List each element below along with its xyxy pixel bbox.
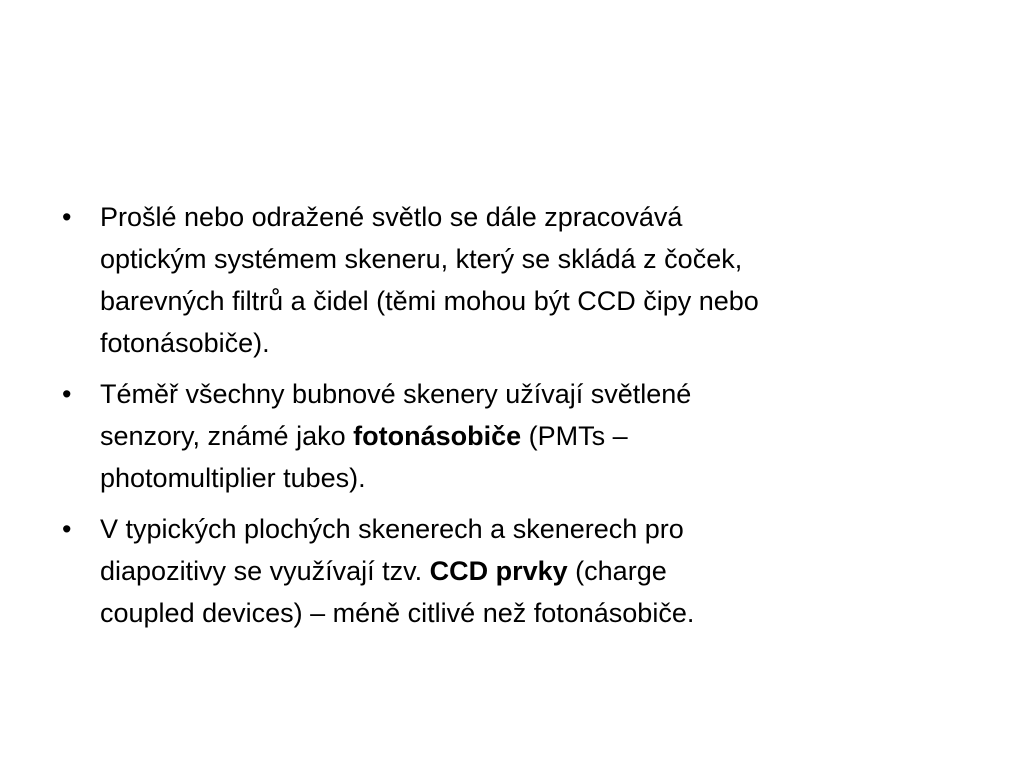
bullet-line: Prošlé nebo odražené světlo se dále zpracovává [100, 202, 683, 232]
bold-term: CCD prvky [429, 556, 568, 586]
bullet-text-segment: (PMTs – [521, 421, 628, 451]
bullet-item [58, 196, 958, 364]
bullet-line: V typických plochých skenerech a skenerech pro [100, 514, 684, 544]
bold-term: fotonásobiče [353, 421, 522, 451]
bullet-item [58, 508, 958, 634]
bullet-text [100, 196, 958, 364]
bullet-marker: • [62, 202, 72, 232]
bullet-marker: • [62, 514, 72, 544]
bullet-text [100, 508, 850, 634]
bullet-text-segment: diapozitivy se využívají tzv. [100, 556, 430, 586]
bullet-text [100, 373, 860, 499]
bullet-line: Téměř všechny bubnové skenery užívají světlené [100, 379, 692, 409]
bullet-marker: • [62, 379, 72, 409]
bullet-line: optickým systémem skeneru, který se skládá z čoček, [100, 244, 743, 274]
bullet-line: coupled devices) – méně citlivé než fotonásobiče. [100, 598, 695, 628]
bullet-list [58, 196, 958, 643]
bullet-text-segment: (charge [567, 556, 667, 586]
bullet-line: photomultiplier tubes). [100, 463, 366, 493]
bullet-line: barevných filtrů a čidel (těmi mohou být CCD čipy nebo [100, 286, 759, 316]
bullet-item [58, 373, 958, 499]
bullet-line: fotonásobiče). [100, 328, 270, 358]
bullet-text-segment: senzory, známé jako [100, 421, 354, 451]
